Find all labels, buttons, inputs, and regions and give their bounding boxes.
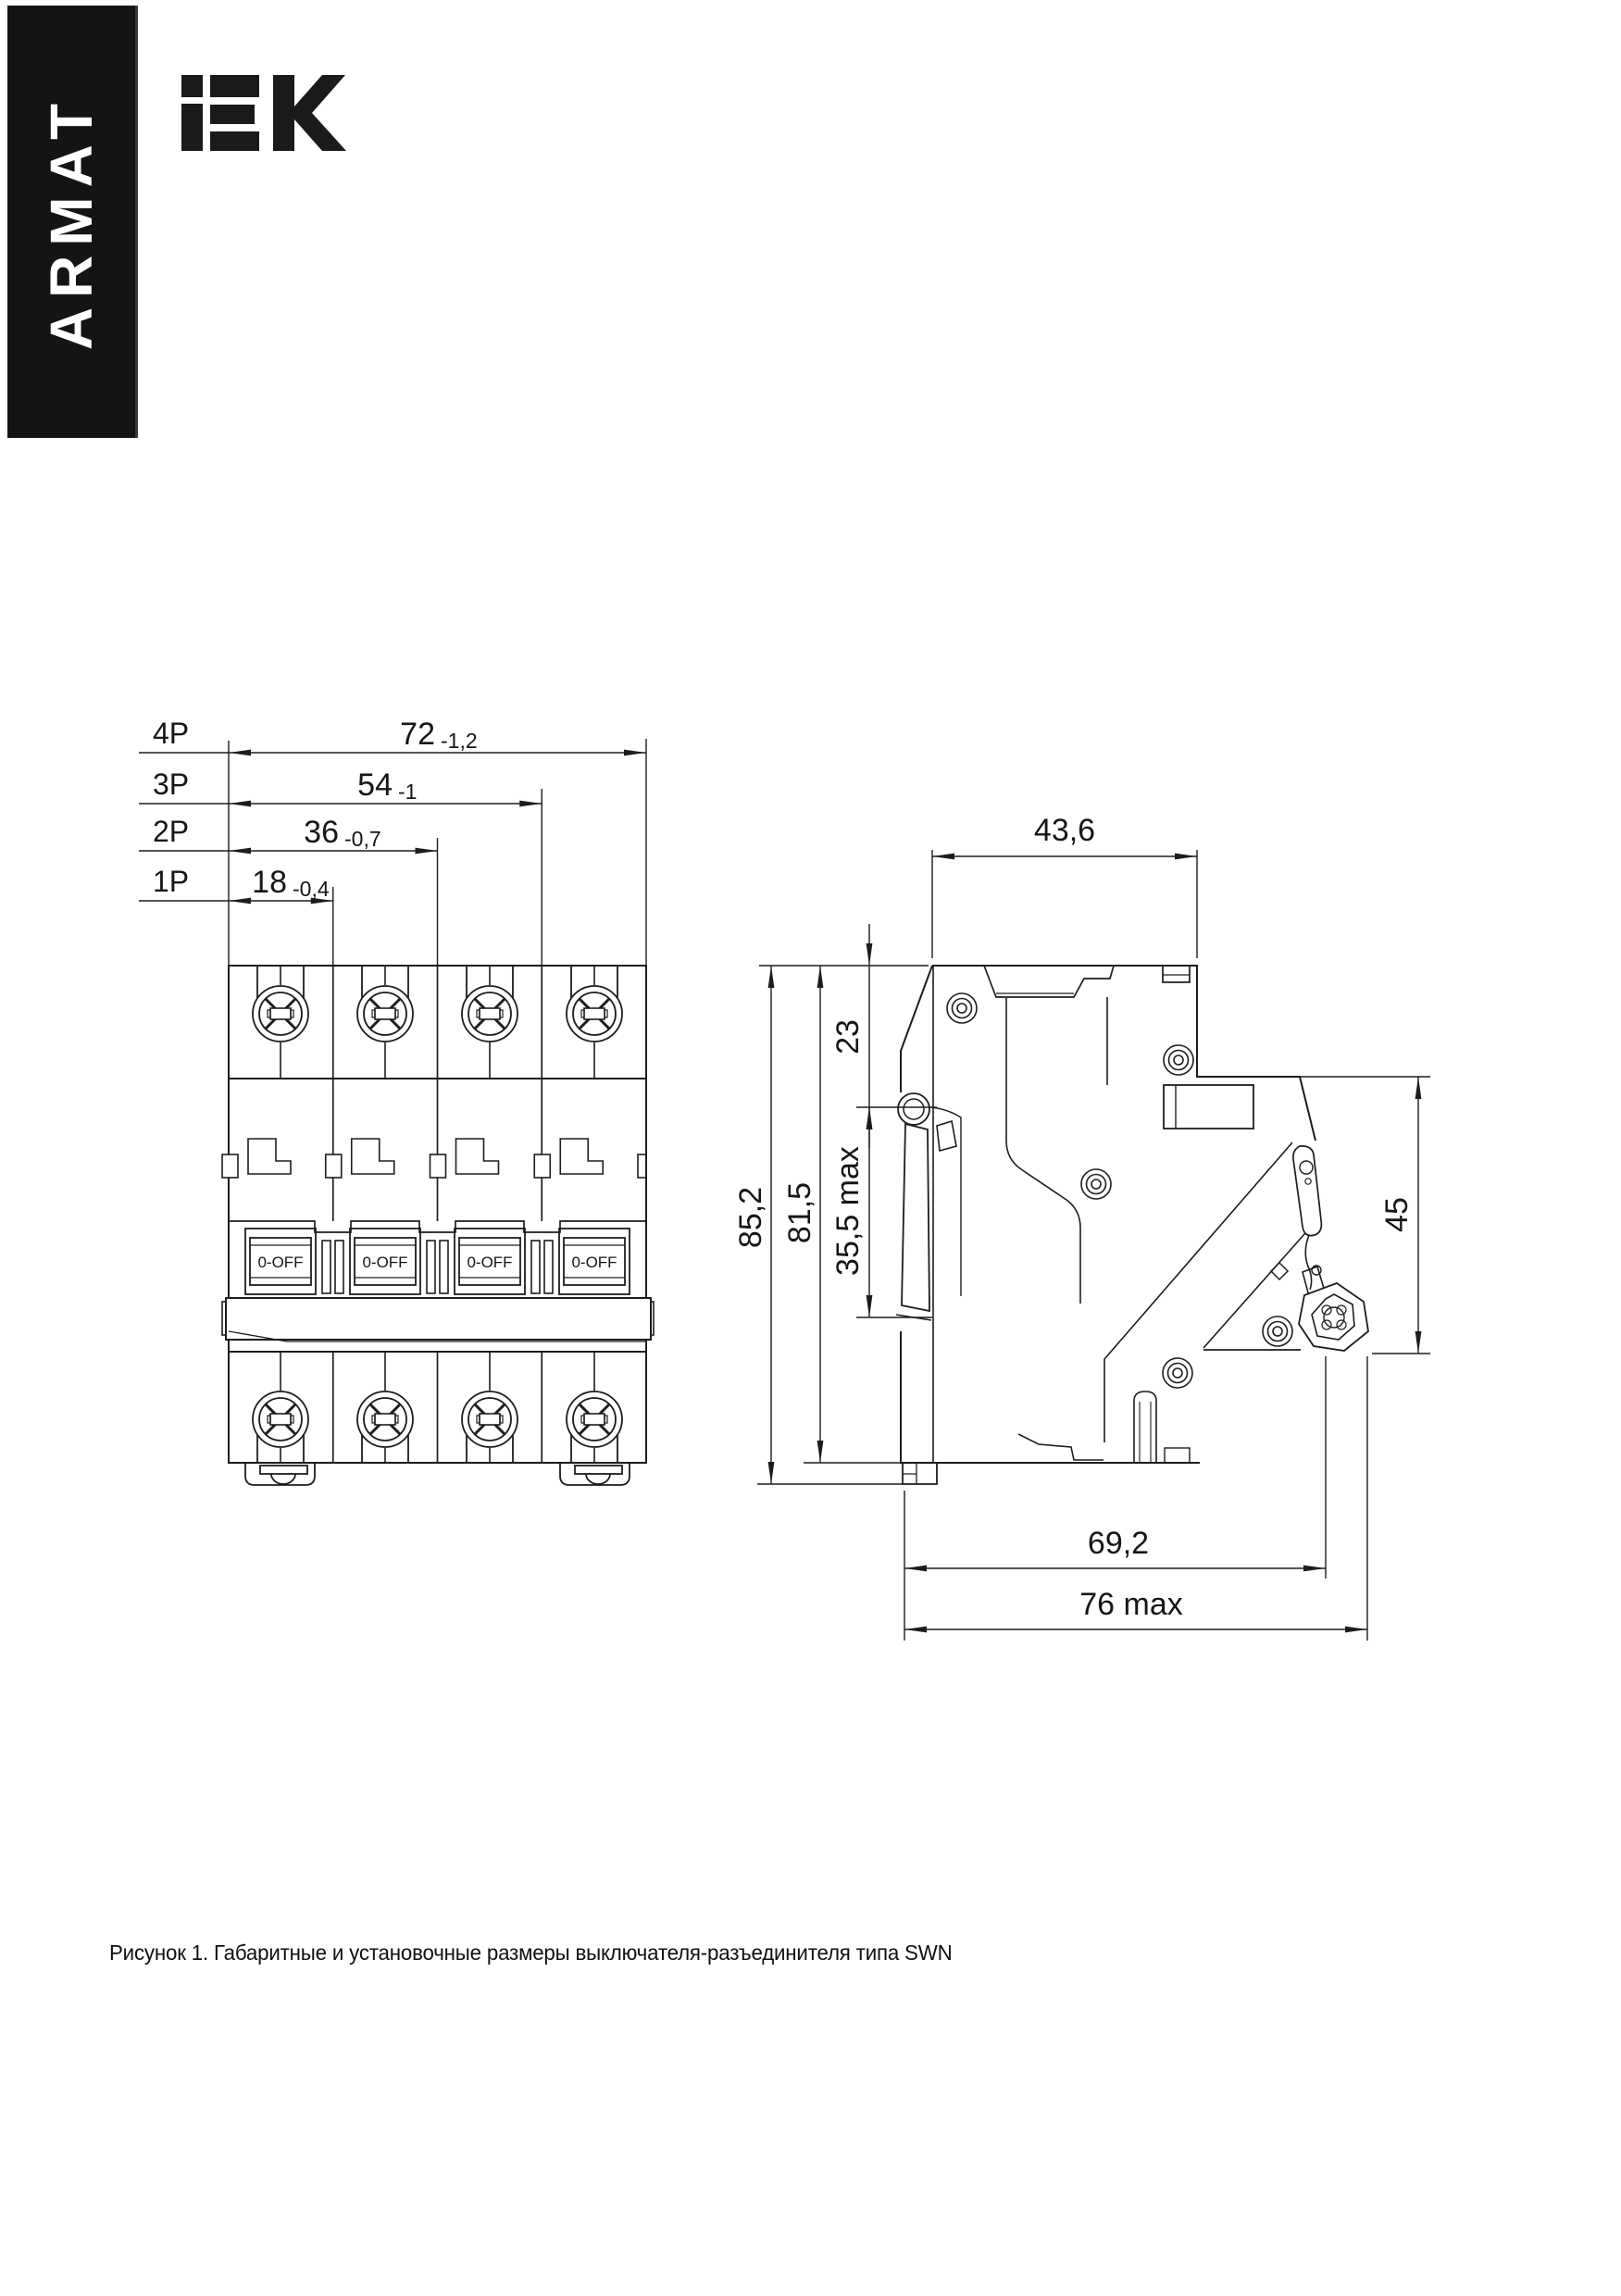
dim-4p-label: 4P: [153, 717, 190, 750]
dim-3p-tolerance: -1: [398, 780, 418, 804]
dim-depth: 69,2: [1087, 1526, 1150, 1561]
toggle-label: 0-OFF: [467, 1254, 513, 1271]
iek-logo: [181, 75, 346, 151]
dim-2p: [153, 815, 381, 851]
dim-width-top: 43,6: [1033, 813, 1096, 848]
dim-4p: [153, 717, 478, 753]
dim-1p: [153, 865, 330, 901]
dim-2p-tolerance: -0,7: [344, 827, 381, 851]
dim-1p-value: 18: [252, 865, 287, 900]
dim-handle-travel: 35,5 max: [830, 1146, 866, 1276]
toggle-label: 0-OFF: [571, 1254, 617, 1271]
toggle-label: 0-OFF: [257, 1254, 304, 1271]
dim-2p-value: 36: [304, 815, 339, 850]
front-view-drawing: [222, 966, 654, 1485]
dim-din-clip-height: 45: [1379, 1197, 1415, 1232]
toggle-label: 0-OFF: [362, 1254, 408, 1271]
dim-handle-offset: 23: [830, 1019, 866, 1054]
dim-3p-value: 54: [357, 767, 393, 803]
dim-3p-label: 3P: [153, 767, 190, 801]
dim-height-body: 81,5: [782, 1181, 817, 1244]
dim-depth-overall: 76 max: [1079, 1587, 1183, 1622]
dim-1p-tolerance: -0,4: [293, 877, 330, 901]
armat-banner-text: ARMAT: [38, 94, 105, 350]
side-view-dimensions: [733, 813, 1430, 1641]
front-view-dimensions: [139, 717, 646, 966]
dim-height-overall: 85,2: [733, 1186, 768, 1249]
side-view-drawing: [896, 966, 1368, 1484]
figure-caption: Рисунок 1. Габаритные и установочные размеры выключателя-разъединителя типа SWN: [109, 1940, 953, 1965]
dim-1p-label: 1P: [153, 865, 190, 898]
dim-2p-label: 2P: [153, 815, 190, 848]
dim-3p: [153, 767, 417, 804]
dim-4p-value: 72: [400, 717, 435, 752]
dim-4p-tolerance: -1,2: [441, 729, 478, 753]
